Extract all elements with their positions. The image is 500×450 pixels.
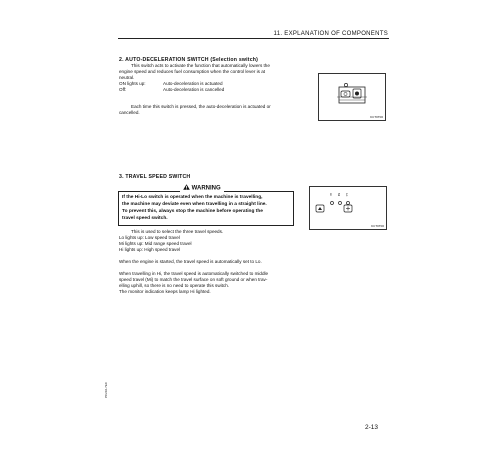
off-label: Off: — [119, 87, 127, 92]
section-3-body-line-3: Mi lights up: Mid range speed travel — [119, 241, 192, 246]
section-3-note-2-line-1: When travelling in Hi, the travel speed is automatically switched to middle — [119, 271, 269, 276]
on-label: ON lights up: — [119, 81, 146, 86]
lamp-label-hi: Hi — [329, 193, 333, 196]
section-3-title: 3. TRAVEL SPEED SWITCH — [119, 174, 191, 180]
travel-speed-figure — [309, 186, 387, 230]
warning-line-3: To prevent this, always stop the machine before operating the — [122, 209, 263, 214]
section-2-note-line-2: cancelled. — [119, 110, 140, 115]
lamp-label-lo: Lo — [345, 193, 349, 197]
section-3-note-2-line-4: The monitor indication keeps lamp Hi lighted. — [119, 289, 211, 294]
lamp-label-mi: Mi — [337, 193, 341, 197]
warning-title: WARNING — [191, 185, 221, 192]
section-3-body-line-2: Lo lights up: Low speed travel — [119, 235, 180, 240]
warning-triangle-icon — [183, 184, 190, 190]
off-text: Auto-deceleration is cancelled — [163, 87, 225, 92]
section-3-body-line-1: This is used to select the three travel speeds. — [131, 229, 224, 234]
section-2-body-line-2: engine speed and reduces fuel consumption when the control lever is at — [119, 69, 266, 74]
section-3-note-2-line-2: speed travel (Mi) to match the travel surface on soft ground or when trav- — [119, 277, 268, 282]
warning-heading — [180, 184, 224, 192]
warning-line-2: the machine may deviate even when travelling in a straight line. — [122, 202, 267, 207]
auto-decel-icon — [319, 74, 385, 120]
section-2-body-line-3: neutral. — [119, 75, 135, 80]
page-header-title: 11. EXPLANATION OF COMPONENTS — [273, 31, 388, 37]
section-2-title: 2. AUTO-DECELERATION SWITCH (Selection switch) — [119, 57, 259, 63]
warning-line-4: travel speed switch. — [122, 216, 168, 221]
auto-decel-figure — [318, 73, 386, 121]
page-number: 2-13 — [365, 424, 379, 431]
side-document-code: PC210-7E0 — [104, 382, 108, 398]
figure-code: KCT0T00 — [370, 115, 383, 119]
header-rule — [118, 38, 389, 39]
section-2-note-line-1: Each time this switch is pressed, the auto-deceleration is actuated or — [131, 104, 271, 109]
section-3-note-1: When the engine is started, the travel speed is automatically set to Lo. — [119, 259, 262, 264]
section-3-note-2-line-3: elling uphill, so there is no need to operate this switch. — [119, 283, 230, 288]
on-text: Auto-deceleration is actuated — [163, 81, 223, 86]
figure-code-2: KCT0T00 — [371, 224, 384, 228]
section-2-body-line-1: This switch acts to activate the function that automatically lowers the — [131, 63, 270, 68]
warning-line-1: If the Hi-Lo switch is operated when the machine is travelling, — [122, 195, 263, 200]
section-3-body-line-4: Hi lights up: High speed travel — [119, 247, 181, 252]
